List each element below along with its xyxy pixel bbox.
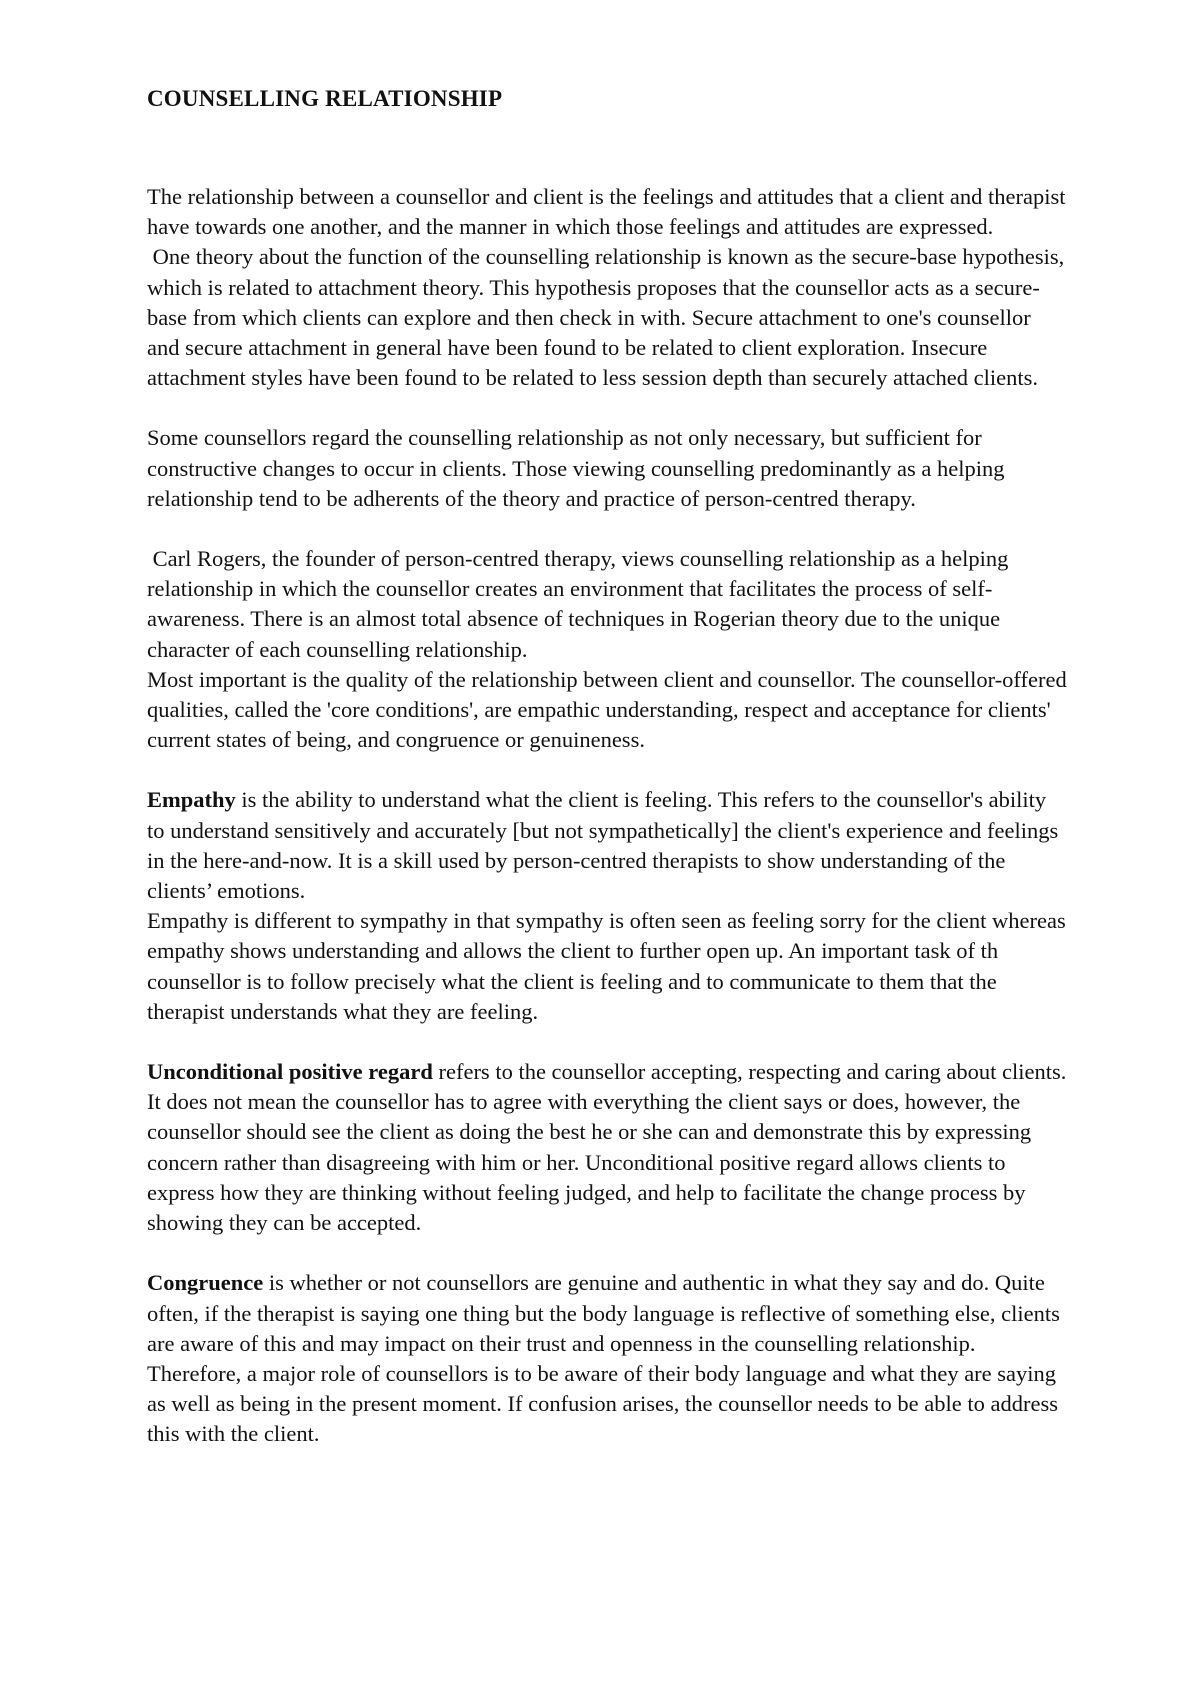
congruence-text: is whether or not counsellors are genuine and authentic in what they say and do. Quite often, if the therapist is saying one thing but the body language is reflective of something else, clients are aware of this and may impact on their trust and openness in the counselling relationship. Therefore, a major role of counsellors is to be aware of their body language and what they are saying as well as being in the present moment. If confusion arises, the counsellor needs to be able to address this with the client. — [147, 1270, 1060, 1447]
intro-paragraph: The relationship between a counsellor and client is the feelings and attitudes that a client and therapist have towards one another, and the manner in which those feelings and attitudes are expressed. — [147, 184, 1066, 240]
rogers-paragraph — [147, 544, 1067, 665]
empathy-text: is the ability to understand what the client is feeling. This refers to the counsellor's ability to understand sensitively and accurately [but not sympathetically] the client's experience and feelings in the here-and-now. It is a skill used by person-centred therapists to show understanding of the clients’ emotions. — [147, 787, 1059, 904]
empathy-paragraph — [147, 785, 1067, 906]
empathy-sympathy-paragraph: Empathy is different to sympathy in that sympathy is often seen as feeling sorry for the client whereas empathy shows understanding and allows the client to further open up. An important task of th counsellor is to follow precisely what the client is feeling and to communicate to them that the therapist understands what they are feeling. — [147, 908, 1066, 1024]
secure-base-paragraph — [147, 242, 1067, 393]
empathy-term: Empathy — [147, 787, 236, 813]
upr-paragraph — [147, 1057, 1067, 1238]
congruence-paragraph — [147, 1268, 1067, 1449]
sufficiency-paragraph: Some counsellors regard the counselling relationship as not only necessary, but sufficient for constructive changes to occur in clients. Those viewing counselling predominantly as a helping relationship tend to be adherents of the theory and practice of person-centred therapy. — [147, 425, 1005, 511]
upr-text: refers to the counsellor accepting, respecting and caring about clients. It does not mean the counsellor has to agree with everything the client says or does, however, the counsellor should see the client as doing the best he or she can and demonstrate this by expressing concern rather than disagreeing with him or her. Unconditional positive regard allows clients to express how they are thinking without feeling judged, and help to facilitate the change process by showing they can be accepted. — [147, 1059, 1067, 1236]
document-title: COUNSELLING RELATIONSHIP — [147, 86, 503, 111]
secure-base-text: One theory about the function of the counselling relationship is known as the secure-base hypothesis, which is related to attachment theory. This hypothesis proposes that the counsellor acts as a secure-base from which clients can explore and then check in with. Secure attachment to one's counsellor and secure attachment in general have been found to be related to client exploration. Insecure attachment styles have been found to be related to less session depth than securely attached clients. — [147, 244, 1065, 391]
rogers-text: Carl Rogers, the founder of person-centred therapy, views counselling relationship as a helping relationship in which the counsellor creates an environment that facilitates the process of self-awareness. There is an almost total absence of techniques in Rogerian theory due to the unique character of each counselling relationship. — [147, 546, 1009, 662]
congruence-term: Congruence — [147, 1270, 264, 1296]
core-conditions-paragraph: Most important is the quality of the relationship between client and counsellor. The counsellor-offered qualities, called the 'core conditions', are empathic understanding, respect and acceptance for clients' current states of being, and congruence or genuineness. — [147, 666, 1067, 753]
document-page — [147, 84, 1067, 1450]
upr-term: Unconditional positive regard — [147, 1059, 433, 1085]
